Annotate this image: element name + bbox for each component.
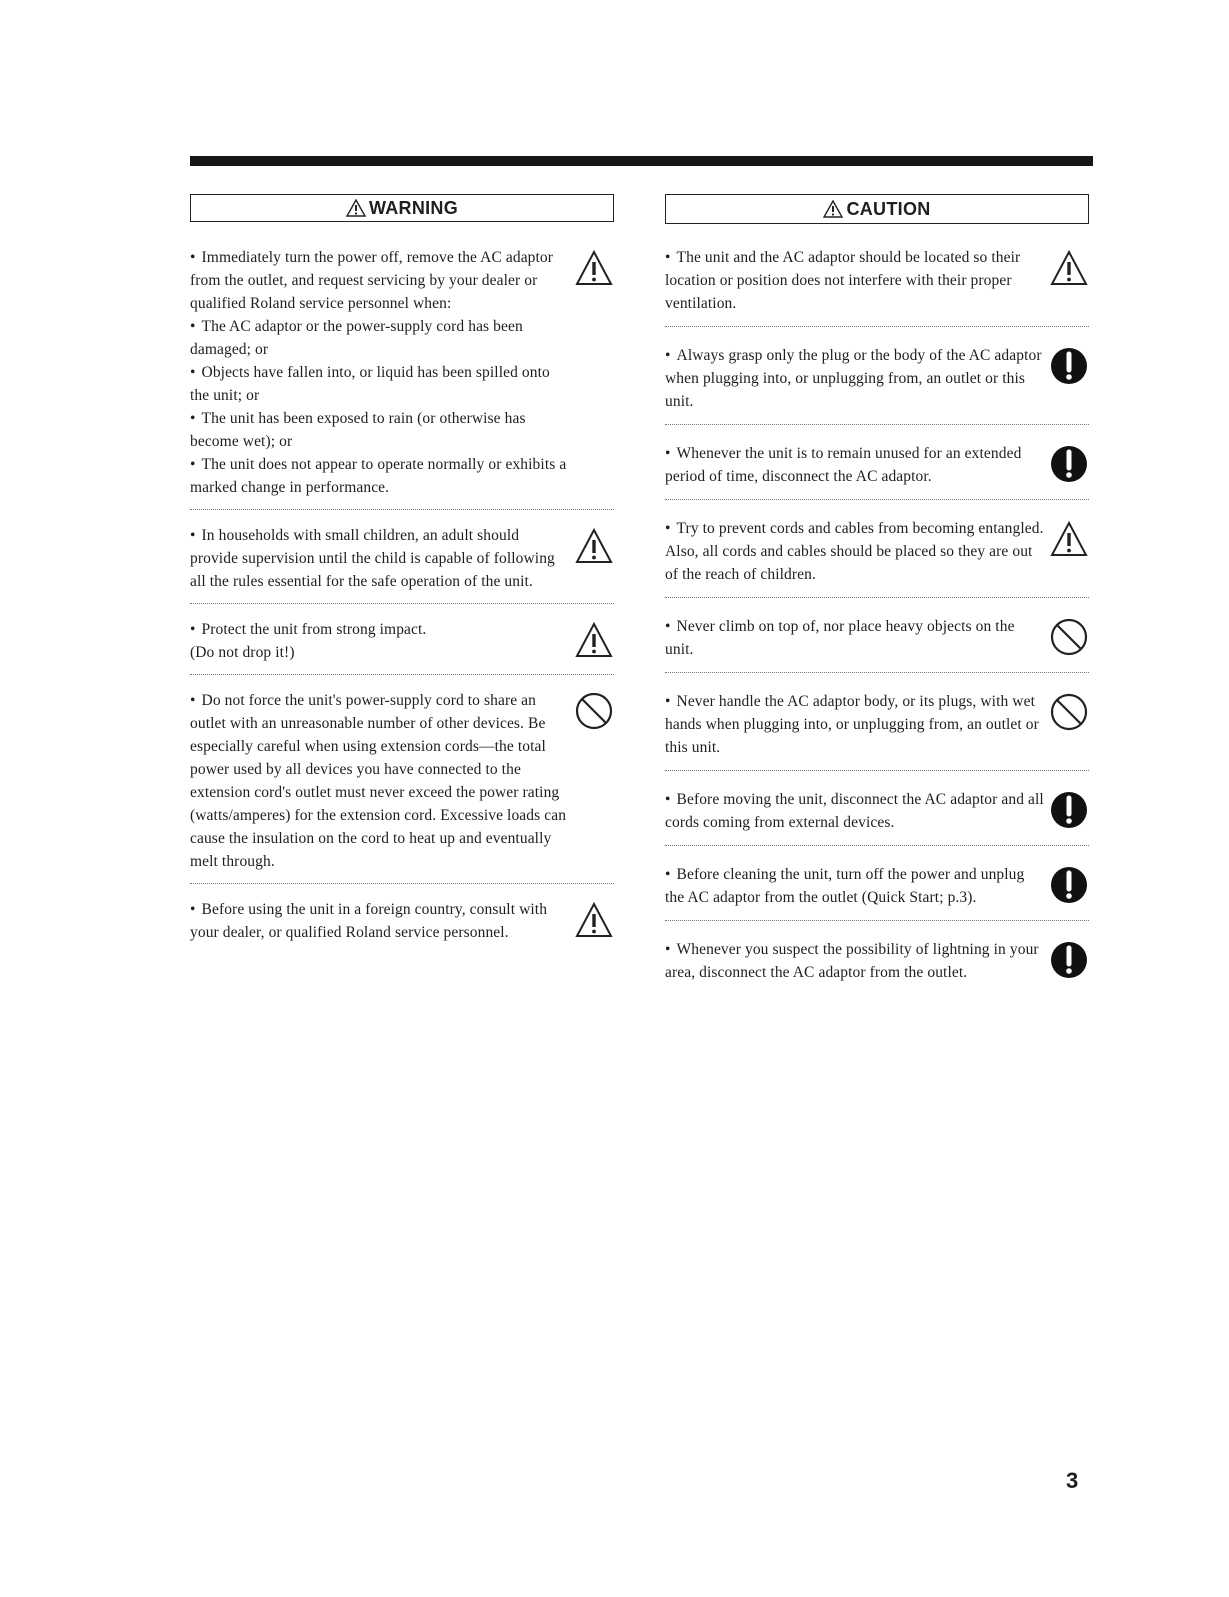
item-text: Whenever you suspect the possibility of lightning in your area, disconnect the AC adaptor from the outlet.: [665, 941, 1039, 981]
item-text: Immediately turn the power off, remove the AC adaptor from the outlet, and request servicing by your dealer or qualified Roland service personnel when:: [190, 249, 554, 312]
caution-item-3: • Whenever the unit is to remain unused for an extended period of time, disconnect the AC adaptor.: [665, 440, 1089, 488]
caution-item-7: • Before moving the unit, disconnect the AC adaptor and all cords coming from external devices.: [665, 786, 1089, 834]
dotted-separator: [190, 603, 614, 604]
caution-column: [665, 194, 1089, 984]
warning-triangle-icon: [1049, 248, 1089, 288]
dotted-separator: [190, 509, 614, 510]
warning-item-1: • Immediately turn the power off, remove the AC adaptor from the outlet, and request servicing by your dealer or qualified Roland service personnel when: • The AC adaptor or the power-supply cord has been damaged; or • Objects have fallen into, or liquid has been spilled onto the unit; or • The unit has been exposed to rain (or otherwise has become wet); or • The unit does not appear to operate normally or exhibits a marked change in performance.: [190, 244, 614, 499]
warning-item-4: • Do not force the unit's power-supply cord to share an outlet with an unreasonable number of other devices. Be especially careful when using extension cords—the total power used by all devices you have connected to the extension cord's outlet must never exceed the power rating (watts/amperes) for the extension cord. Excessive loads can cause the insulation on the cord to heat up and eventually melt through.: [190, 687, 614, 873]
top-rule: [190, 156, 1093, 166]
warning-item-5: • Before using the unit in a foreign country, consult with your dealer, or qualified Roland service personnel.: [190, 896, 614, 944]
item-text: The unit and the AC adaptor should be located so their location or position does not interfere with their proper ventilation.: [665, 249, 1021, 312]
mandatory-action-icon: [1049, 346, 1089, 386]
prohibited-icon: [1049, 692, 1089, 732]
item-text: Before using the unit in a foreign country, consult with your dealer, or qualified Roland service personnel.: [190, 901, 548, 941]
caution-item-1: • The unit and the AC adaptor should be located so their location or position does not interfere with their proper ventilation.: [665, 244, 1089, 315]
dotted-separator: [665, 597, 1089, 598]
item-text: Try to prevent cords and cables from becoming entangled. Also, all cords and cables should be placed so they are out of the reach of children.: [665, 520, 1044, 583]
item-text: Before moving the unit, disconnect the AC adaptor and all cords coming from external devices.: [665, 791, 1044, 831]
sub-item-text: The AC adaptor or the power-supply cord has been damaged; or: [190, 318, 523, 358]
dotted-separator: [665, 672, 1089, 673]
warning-item-3: • Protect the unit from strong impact. (Do not drop it!): [190, 616, 614, 664]
warning-triangle-icon: [574, 900, 614, 940]
item-text: Whenever the unit is to remain unused for an extended period of time, disconnect the AC adaptor.: [665, 445, 1022, 485]
mandatory-action-icon: [1049, 444, 1089, 484]
dotted-separator: [665, 326, 1089, 327]
dotted-separator: [665, 424, 1089, 425]
mandatory-action-icon: [1049, 940, 1089, 980]
warning-heading: [190, 194, 614, 222]
dotted-separator: [665, 499, 1089, 500]
item-text: In households with small children, an adult should provide supervision until the child is capable of following all the rules essential for the safe operation of the unit.: [190, 527, 555, 590]
dotted-separator: [665, 845, 1089, 846]
caution-item-8: • Before cleaning the unit, turn off the power and unplug the AC adaptor from the outlet (Quick Start; p.3).: [665, 861, 1089, 909]
dotted-separator: [190, 883, 614, 884]
mandatory-action-icon: [1049, 865, 1089, 905]
sub-item-text: Objects have fallen into, or liquid has been spilled onto the unit; or: [190, 364, 550, 404]
warning-triangle-icon: [823, 200, 843, 218]
caution-item-6: • Never handle the AC adaptor body, or its plugs, with wet hands when plugging into, or unplugging from, an outlet or this unit.: [665, 688, 1089, 759]
prohibited-icon: [1049, 617, 1089, 657]
sub-item-text: The unit has been exposed to rain (or otherwise has become wet); or: [190, 410, 526, 450]
item-text: Before cleaning the unit, turn off the power and unplug the AC adaptor from the outlet (Quick Start; p.3).: [665, 866, 1025, 906]
caution-item-9: • Whenever you suspect the possibility of lightning in your area, disconnect the AC adaptor from the outlet.: [665, 936, 1089, 984]
caution-item-4: • Try to prevent cords and cables from becoming entangled. Also, all cords and cables should be placed so they are out of the reach of children.: [665, 515, 1089, 586]
dotted-separator: [665, 770, 1089, 771]
warning-column: [190, 194, 614, 944]
warning-triangle-icon: [346, 199, 366, 217]
caution-heading: [665, 194, 1089, 224]
warning-item-2: • In households with small children, an adult should provide supervision until the child is capable of following all the rules essential for the safe operation of the unit.: [190, 522, 614, 593]
item-text: Protect the unit from strong impact.: [201, 621, 427, 638]
item-text: Never handle the AC adaptor body, or its plugs, with wet hands when plugging into, or unplugging from, an outlet or this unit.: [665, 693, 1039, 756]
caution-heading-text: CAUTION: [846, 198, 931, 219]
warning-heading-text: WARNING: [368, 197, 459, 218]
item-text-secondary: (Do not drop it!): [190, 644, 295, 661]
caution-item-5: • Never climb on top of, nor place heavy objects on the unit.: [665, 613, 1089, 661]
warning-triangle-icon: [1049, 519, 1089, 559]
dotted-separator: [665, 920, 1089, 921]
warning-triangle-icon: [574, 248, 614, 288]
prohibited-icon: [574, 691, 614, 731]
mandatory-action-icon: [1049, 790, 1089, 830]
item-text: Never climb on top of, nor place heavy objects on the unit.: [665, 618, 1015, 658]
item-text: Always grasp only the plug or the body of the AC adaptor when plugging into, or unplugging from, an outlet or this unit.: [665, 347, 1042, 410]
dotted-separator: [190, 674, 614, 675]
caution-item-2: • Always grasp only the plug or the body of the AC adaptor when plugging into, or unplugging from, an outlet or this unit.: [665, 342, 1089, 413]
sub-item-text: The unit does not appear to operate normally or exhibits a marked change in performance.: [190, 456, 567, 496]
page-number: 3: [1066, 1468, 1079, 1493]
item-text: Do not force the unit's power-supply cord to share an outlet with an unreasonable number of other devices. Be especially careful when using extension cords—the total power used by all devices you have connected to the extension cord's outlet must never exceed the power rating (watts/amperes) for the extension cord. Excessive loads can cause the insulation on the cord to heat up and eventually melt through.: [190, 692, 567, 870]
warning-triangle-icon: [574, 526, 614, 566]
warning-triangle-icon: [574, 620, 614, 660]
